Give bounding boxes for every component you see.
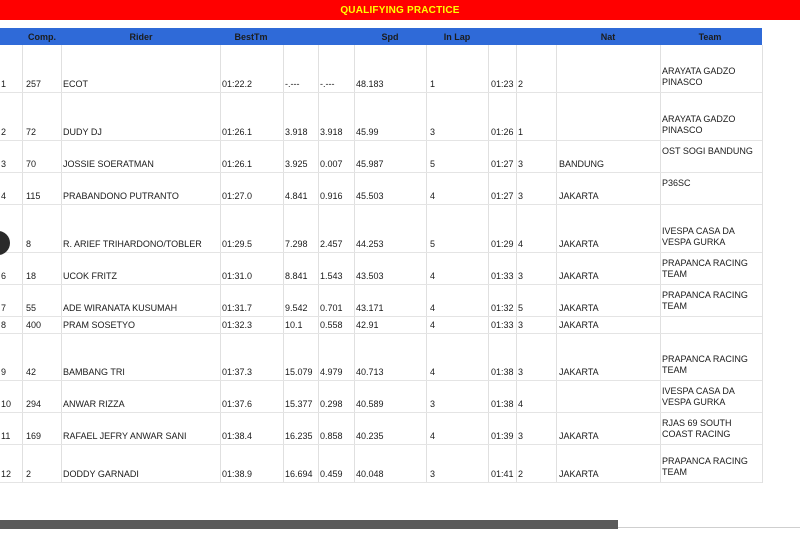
- cell-gap: 7.298: [285, 239, 308, 249]
- cell-rider: PRAM SOSETYO: [63, 320, 136, 330]
- cell-inlap: 3: [430, 127, 436, 137]
- cell-gap: 10.1: [285, 320, 303, 330]
- cell-time: 01:26: [491, 127, 514, 137]
- cell-pos: 10: [1, 399, 12, 409]
- cell-rider: UCOK FRITZ: [63, 271, 117, 281]
- cell-comp: 42: [26, 367, 37, 377]
- cell-rider: PRABANDONO PUTRANTO: [63, 191, 179, 201]
- cell-gap: 3.925: [285, 159, 308, 169]
- table-row[interactable]: [0, 319, 762, 334]
- cell-rider: RAFAEL JEFRY ANWAR SANI: [63, 431, 187, 441]
- cell-diff: 0.916: [320, 191, 343, 201]
- cell-lapno: 3: [518, 367, 524, 377]
- cell-rider: DODDY GARNADI: [63, 469, 139, 479]
- header-spd: Spd: [381, 32, 399, 42]
- cell-pos: 4: [1, 191, 7, 201]
- cell-comp: 70: [26, 159, 37, 169]
- cell-best: 01:27.0: [222, 191, 253, 201]
- cell-rider: BAMBANG TRI: [63, 367, 125, 377]
- cell-spd: 45.987: [356, 159, 384, 169]
- cell-spd: 40.713: [356, 367, 384, 377]
- cell-best: 01:26.1: [222, 127, 253, 137]
- cell-team: PRAPANCA RACING TEAM: [662, 456, 748, 477]
- cell-inlap: 3: [430, 399, 436, 409]
- row-divider: [0, 140, 762, 141]
- cell-comp: 72: [26, 127, 37, 137]
- cell-team: ARAYATA GADZO PINASCO: [662, 66, 736, 87]
- cell-comp: 294: [26, 399, 42, 409]
- cell-diff: 0.701: [320, 303, 343, 313]
- table-row[interactable]: [0, 447, 762, 483]
- header-team: Team: [698, 32, 722, 42]
- row-divider: [0, 482, 762, 483]
- row-divider: [0, 316, 762, 317]
- header-nat: Nat: [600, 32, 616, 42]
- cell-time: 01:23: [491, 79, 514, 89]
- cell-nat: JAKARTA: [559, 239, 599, 249]
- table-row[interactable]: [0, 143, 762, 173]
- cell-time: 01:29: [491, 239, 514, 249]
- cell-pos: 12: [1, 469, 12, 479]
- cell-inlap: 4: [430, 367, 436, 377]
- cell-rider: ECOT: [63, 79, 89, 89]
- header-besttm: BestTm: [234, 32, 268, 42]
- cell-rider: ADE WIRANATA KUSUMAH: [63, 303, 178, 313]
- title-bar: [0, 0, 800, 20]
- cell-nat: JAKARTA: [559, 271, 599, 281]
- cell-nat: BANDUNG: [559, 159, 605, 169]
- header-inlap: In Lap: [443, 32, 471, 42]
- cell-comp: 257: [26, 79, 42, 89]
- cell-spd: 45.99: [356, 127, 379, 137]
- column-divider: [762, 45, 763, 483]
- cell-rider: ANWAR RIZZA: [63, 399, 125, 409]
- row-divider: [0, 412, 762, 413]
- header-comp: Comp.: [28, 32, 56, 42]
- cell-best: 01:31.0: [222, 271, 253, 281]
- cell-diff: 0.298: [320, 399, 343, 409]
- cell-spd: 43.503: [356, 271, 384, 281]
- cell-time: 01:27: [491, 159, 514, 169]
- cell-gap: 8.841: [285, 271, 308, 281]
- cell-best: 01:37.6: [222, 399, 253, 409]
- cell-inlap: 5: [430, 239, 436, 249]
- cell-team: PRAPANCA RACING TEAM: [662, 354, 748, 375]
- cell-diff: 0.007: [320, 159, 343, 169]
- cell-lapno: 3: [518, 191, 524, 201]
- cell-comp: 18: [26, 271, 37, 281]
- cell-best: 01:32.3: [222, 320, 253, 330]
- cell-diff: 0.558: [320, 320, 343, 330]
- cell-gap: 9.542: [285, 303, 308, 313]
- cell-team: IVESPA CASA DA VESPA GURKA: [662, 386, 735, 407]
- cell-lapno: 3: [518, 431, 524, 441]
- cell-nat: JAKARTA: [559, 320, 599, 330]
- cell-time: 01:33: [491, 271, 514, 281]
- cell-diff: 4.979: [320, 367, 343, 377]
- cell-inlap: 5: [430, 159, 436, 169]
- table-row[interactable]: [0, 383, 762, 413]
- cell-inlap: 4: [430, 320, 436, 330]
- cell-gap: 4.841: [285, 191, 308, 201]
- cell-lapno: 2: [518, 469, 524, 479]
- cell-best: 01:26.1: [222, 159, 253, 169]
- cell-spd: 40.589: [356, 399, 384, 409]
- cell-lapno: 5: [518, 303, 524, 313]
- table-row[interactable]: [0, 175, 762, 205]
- cell-nat: JAKARTA: [559, 303, 599, 313]
- cell-time: 01:39: [491, 431, 514, 441]
- cell-spd: 42.91: [356, 320, 379, 330]
- cell-team: IVESPA CASA DA VESPA GURKA: [662, 226, 735, 247]
- cell-best: 01:38.9: [222, 469, 253, 479]
- cell-diff: 1.543: [320, 271, 343, 281]
- page-title: QUALIFYING PRACTICE: [340, 4, 460, 16]
- cell-inlap: 4: [430, 303, 436, 313]
- cell-time: 01:27: [491, 191, 514, 201]
- cell-time: 01:38: [491, 399, 514, 409]
- cell-gap: -.---: [285, 79, 300, 89]
- table-row[interactable]: [0, 255, 762, 285]
- cell-diff: 3.918: [320, 127, 343, 137]
- cell-lapno: 3: [518, 271, 524, 281]
- cell-team: OST SOGI BANDUNG: [662, 146, 753, 156]
- cell-best: 01:38.4: [222, 431, 253, 441]
- row-divider: [0, 284, 762, 285]
- cell-nat: JAKARTA: [559, 469, 599, 479]
- cell-pos: 6: [1, 271, 7, 281]
- cell-pos: 2: [1, 127, 7, 137]
- cell-inlap: 4: [430, 271, 436, 281]
- cell-lapno: 4: [518, 399, 524, 409]
- table-row[interactable]: [0, 95, 762, 141]
- cell-lapno: 2: [518, 79, 524, 89]
- horizontal-scrollbar[interactable]: [0, 520, 618, 529]
- cell-lapno: 1: [518, 127, 524, 137]
- cell-pos: 3: [1, 159, 7, 169]
- cell-inlap: 1: [430, 79, 436, 89]
- cell-diff: 2.457: [320, 239, 343, 249]
- cell-time: 01:33: [491, 320, 514, 330]
- cell-inlap: 3: [430, 469, 436, 479]
- cell-spd: 40.235: [356, 431, 384, 441]
- cell-pos: 9: [1, 367, 7, 377]
- cell-comp: 55: [26, 303, 37, 313]
- cell-inlap: 4: [430, 191, 436, 201]
- table-row[interactable]: [0, 287, 762, 317]
- cell-pos: 7: [1, 303, 7, 313]
- row-divider: [0, 444, 762, 445]
- cell-best: 01:37.3: [222, 367, 253, 377]
- cell-gap: 15.079: [285, 367, 313, 377]
- cell-comp: 2: [26, 469, 32, 479]
- divider: [618, 527, 800, 528]
- row-divider: [0, 380, 762, 381]
- cell-time: 01:32: [491, 303, 514, 313]
- row-divider: [0, 252, 762, 253]
- cell-time: 01:38: [491, 367, 514, 377]
- cell-lapno: 3: [518, 320, 524, 330]
- cell-best: 01:22.2: [222, 79, 253, 89]
- table-row[interactable]: [0, 47, 762, 93]
- cell-pos: 1: [1, 79, 7, 89]
- table-row[interactable]: [0, 415, 762, 445]
- cell-team: ARAYATA GADZO PINASCO: [662, 114, 736, 135]
- cell-team: RJAS 69 SOUTH COAST RACING: [662, 418, 732, 439]
- cell-pos: 8: [1, 320, 7, 330]
- cell-time: 01:41: [491, 469, 514, 479]
- cell-spd: 45.503: [356, 191, 384, 201]
- cell-rider: R. ARIEF TRIHARDONO/TOBLER: [63, 239, 202, 249]
- cell-diff: 0.459: [320, 469, 343, 479]
- cell-gap: 16.235: [285, 431, 313, 441]
- cell-gap: 16.694: [285, 469, 313, 479]
- cell-gap: 15.377: [285, 399, 313, 409]
- cell-team: PRAPANCA RACING TEAM: [662, 258, 748, 279]
- table-header: [0, 28, 762, 45]
- header-rider: Rider: [129, 32, 153, 42]
- cell-nat: JAKARTA: [559, 367, 599, 377]
- cell-inlap: 4: [430, 431, 436, 441]
- cell-pos: 11: [1, 431, 11, 441]
- row-divider: [0, 172, 762, 173]
- cell-spd: 40.048: [356, 469, 384, 479]
- cell-rider: JOSSIE SOERATMAN: [63, 159, 154, 169]
- table-row[interactable]: [0, 207, 762, 253]
- cell-comp: 115: [26, 191, 41, 201]
- cell-lapno: 3: [518, 159, 524, 169]
- cell-rider: DUDY DJ: [63, 127, 102, 137]
- cell-team: P36SC: [662, 178, 691, 188]
- cell-gap: 3.918: [285, 127, 308, 137]
- row-divider: [0, 333, 762, 334]
- cell-comp: 169: [26, 431, 42, 441]
- cell-comp: 400: [26, 320, 42, 330]
- cell-diff: -.---: [320, 79, 335, 89]
- cell-best: 01:31.7: [222, 303, 253, 313]
- row-divider: [0, 204, 762, 205]
- table-row[interactable]: [0, 335, 762, 381]
- cell-best: 01:29.5: [222, 239, 253, 249]
- cell-diff: 0.858: [320, 431, 343, 441]
- cell-spd: 44.253: [356, 239, 384, 249]
- cell-comp: 8: [26, 239, 32, 249]
- cell-spd: 43.171: [356, 303, 384, 313]
- cell-spd: 48.183: [356, 79, 384, 89]
- cell-nat: JAKARTA: [559, 191, 599, 201]
- cell-lapno: 4: [518, 239, 524, 249]
- cell-team: PRAPANCA RACING TEAM: [662, 290, 748, 311]
- row-divider: [0, 92, 762, 93]
- cell-nat: JAKARTA: [559, 431, 599, 441]
